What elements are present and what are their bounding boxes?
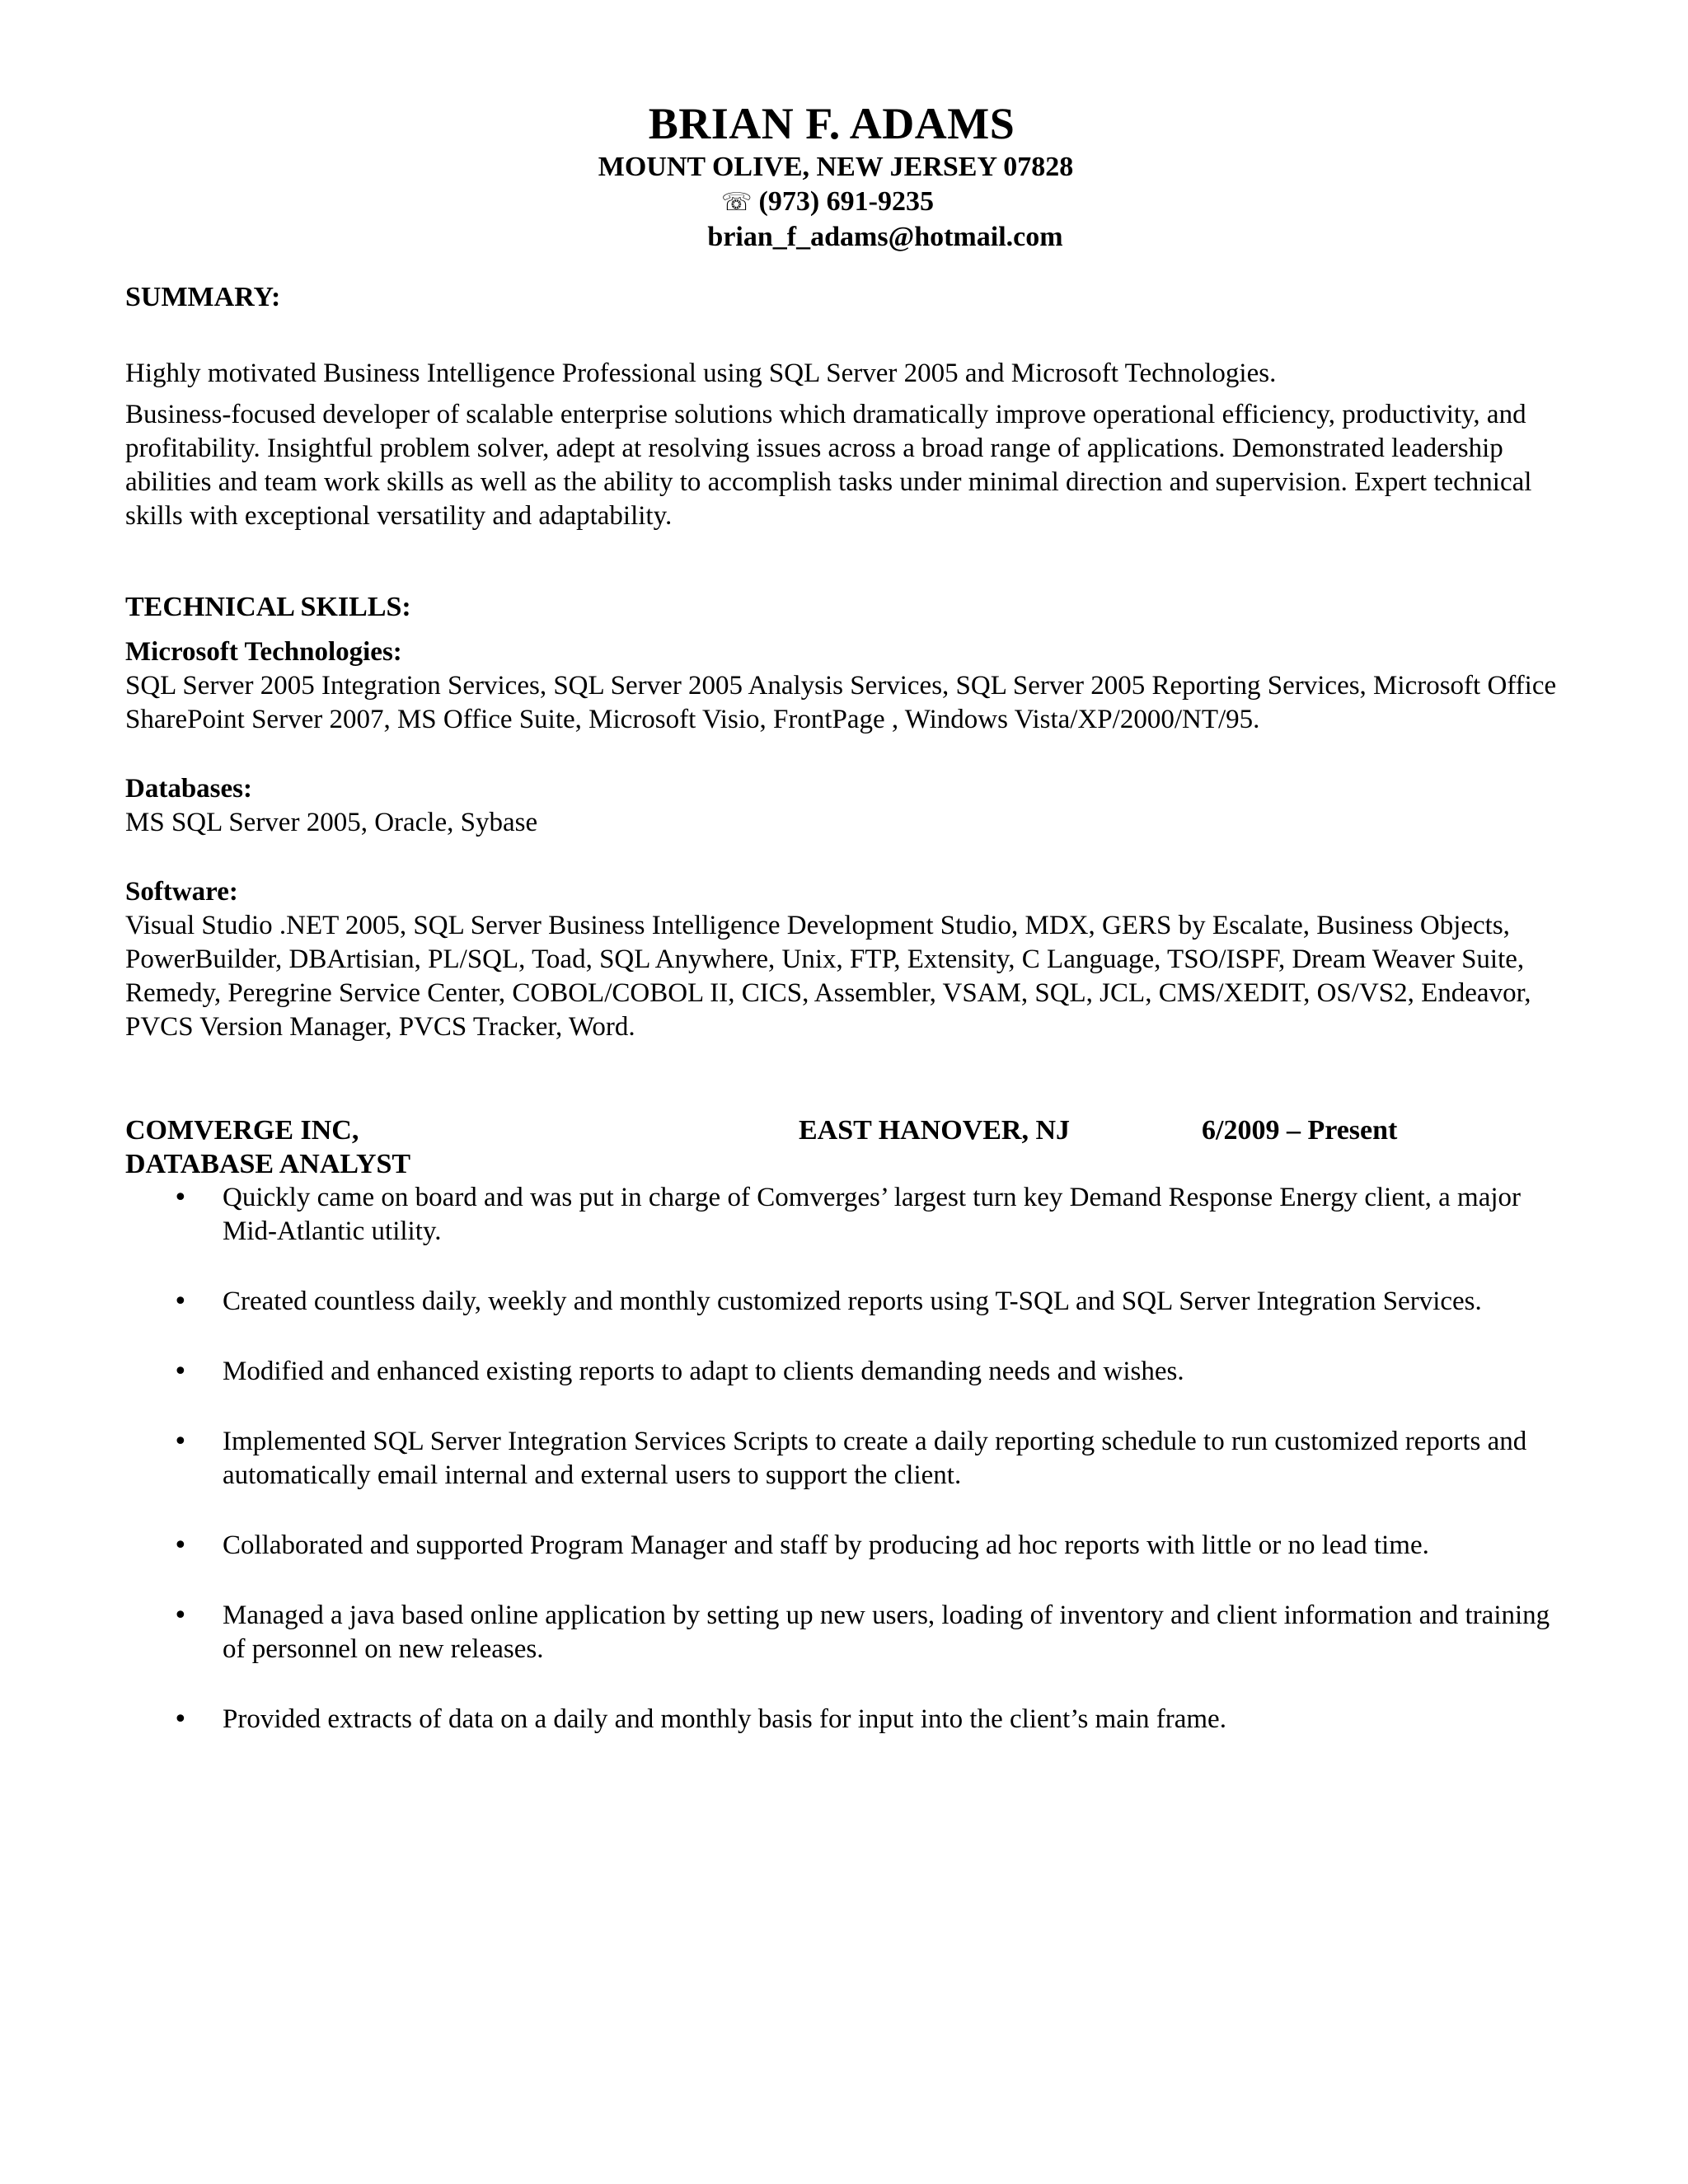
list-item: [125, 1355, 1576, 1389]
bullet-text: Created countless daily, weekly and monthly customized reports using T-SQL and SQL Server Integration Services.: [223, 1286, 1482, 1316]
candidate-phone: (973) 691-9235: [758, 186, 934, 217]
job-header: [125, 1113, 1576, 1147]
bullet-text: Implemented SQL Server Integration Services Scripts to create a daily reporting schedule to run customized reports and automatically email internal and external users to support the client.: [223, 1427, 1527, 1490]
bullet-icon: •: [173, 1183, 188, 1212]
databases-text: MS SQL Server 2005, Oracle, Sybase: [125, 808, 538, 837]
job-title: DATABASE ANALYST: [125, 1149, 411, 1179]
technical-skills-heading: TECHNICAL SKILLS:: [125, 592, 411, 622]
candidate-address: MOUNT OLIVE, NEW JERSEY 07828: [598, 152, 1074, 182]
job-bullet-list: [125, 1181, 1576, 1736]
microsoft-technologies-text: SQL Server 2005 Integration Services, SQL Server 2005 Analysis Services, SQL Server 2005 Reporting Services, Microsoft Office SharePoint Server 2007, MS Office Suite, Microsoft Visio, FrontPage , Windows Vista/XP/2000/NT/95.: [125, 671, 1557, 734]
list-item: [125, 1285, 1576, 1319]
bullet-text: Modified and enhanced existing reports to adapt to clients demanding needs and wishes.: [223, 1357, 1184, 1386]
databases-heading: Databases:: [125, 774, 252, 804]
resume-header: [0, 97, 1688, 255]
list-item: [125, 1181, 1576, 1249]
summary-heading: SUMMARY:: [125, 282, 281, 312]
candidate-phone-line: [0, 185, 1688, 220]
job-location: EAST HANOVER, NJ: [799, 1115, 1071, 1146]
list-item: [125, 1529, 1576, 1563]
candidate-name: BRIAN F. ADAMS: [648, 99, 1015, 148]
job-company: COMVERGE INC,: [125, 1115, 359, 1146]
list-item: [125, 1425, 1576, 1493]
software-text: Visual Studio .NET 2005, SQL Server Business Intelligence Development Studio, MDX, GERS by Escalate, Business Objects, PowerBuilder, DBArtisian, PL/SQL, Toad, SQL Anywhere, Unix, FTP, Extensity, C Language, TSO/ISPF, Dream Weaver Suite, Remedy, Peregrine Service Center, COBOL/COBOL II, CICS, Assembler, VSAM, SQL, JCL, CMS/XEDIT, OS/VS2, Endeavor, PVCS Version Manager, PVCS Tracker, Word.: [125, 911, 1531, 1042]
bullet-icon: •: [173, 1287, 188, 1316]
bullet-text: Collaborated and supported Program Manager and staff by producing ad hoc reports with little or no lead time.: [223, 1530, 1429, 1560]
bullet-icon: •: [173, 1427, 188, 1456]
list-item: [125, 1599, 1576, 1666]
bullet-icon: •: [173, 1357, 188, 1386]
bullet-text: Provided extracts of data on a daily and monthly basis for input into the client’s main frame.: [223, 1704, 1226, 1734]
software-heading: Software:: [125, 877, 238, 907]
bullet-icon: •: [173, 1531, 188, 1560]
candidate-email: brian_f_adams@hotmail.com: [707, 222, 1063, 252]
list-item: [125, 1703, 1576, 1736]
summary-paragraph: Business-focused developer of scalable enterprise solutions which dramatically improve operational efficiency, productivity, and profitability. Insightful problem solver, adept at resolving issues across a broad range of applications. Demonstrated leadership abilities and team work skills as well as the ability to accomplish tasks under minimal direction and supervision. Expert technical skills with exceptional versatility and adaptability.: [125, 400, 1532, 531]
summary-line-1: Highly motivated Business Intelligence Professional using SQL Server 2005 and Microsoft Technologies.: [125, 359, 1277, 388]
job-dates: 6/2009 – Present: [1202, 1115, 1398, 1146]
bullet-text: Quickly came on board and was put in charge of Comverges’ largest turn key Demand Response Energy client, a major Mid-Atlantic utility.: [223, 1183, 1522, 1246]
bullet-icon: •: [173, 1705, 188, 1734]
telephone-icon: ☏: [721, 188, 753, 217]
resume-body: [125, 280, 1576, 1773]
microsoft-technologies-heading: Microsoft Technologies:: [125, 637, 402, 667]
bullet-text: Managed a java based online application by setting up new users, loading of inventory and client information and training of personnel on new releases.: [223, 1601, 1550, 1664]
bullet-icon: •: [173, 1601, 188, 1630]
